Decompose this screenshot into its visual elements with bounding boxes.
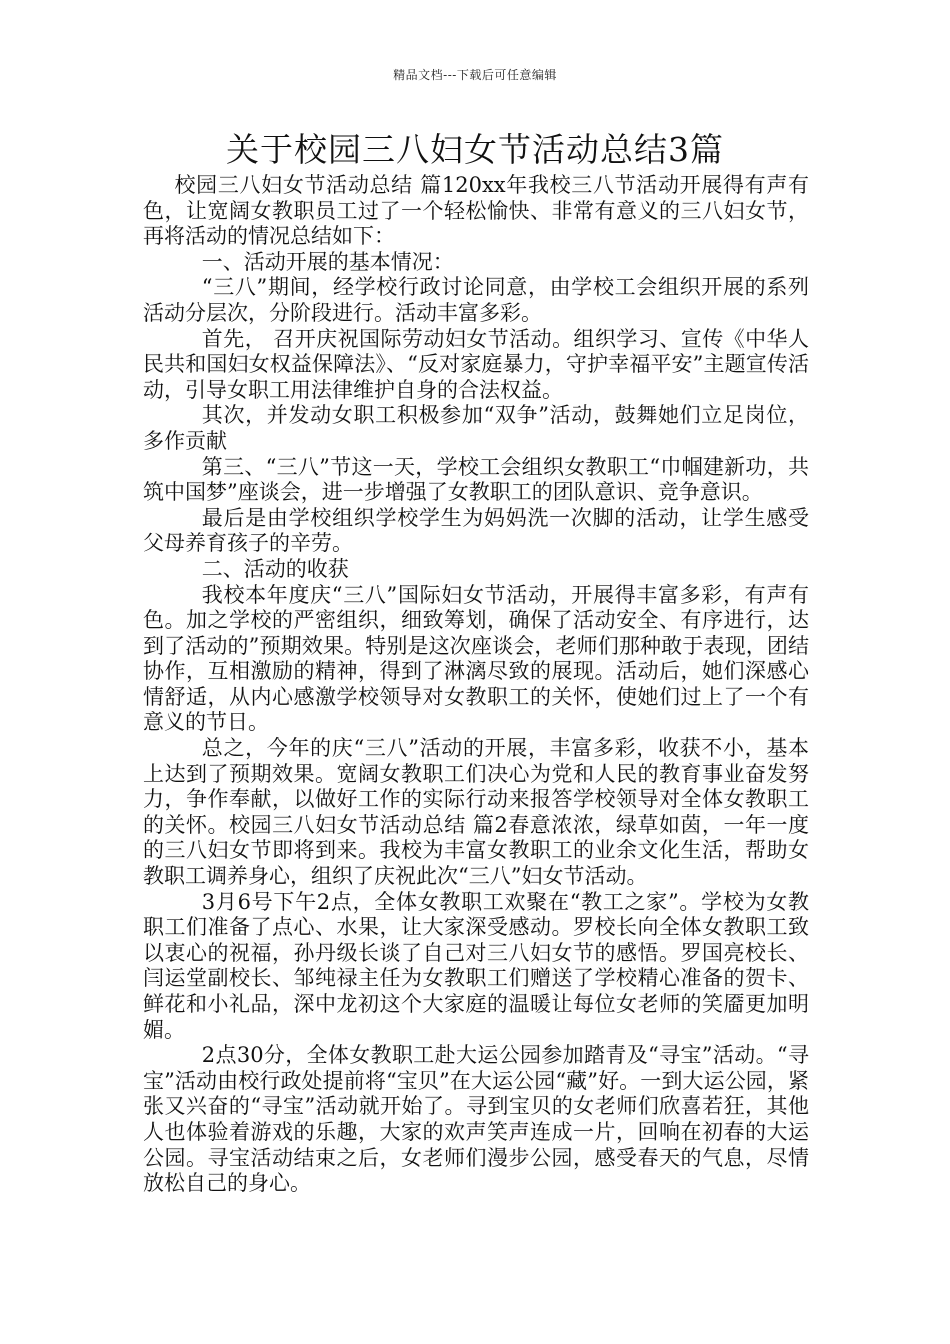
document-body	[143, 173, 809, 1197]
paragraph: 总之，今年的庆“三八”活动的开展，丰富多彩，收获不小，基本上达到了预期效果。宽阔女教职工们决心为党和人民的教育事业奋发努力，争作奉献，以做好工作的实际行动来报答学校领导对全体女教职工的关怀。校园三八妇女节活动总结 篇2春意浓浓，绿草如茵，一年一度的三八妇女节即将到来。我校为丰富女教职工的业余文化生活，帮助女教职工调养身心，组织了庆祝此次“三八”妇女节活动。	[143, 736, 809, 889]
paragraph: “三八”期间，经学校行政讨论同意，由学校工会组织开展的系列活动分层次，分阶段进行。活动丰富多彩。	[143, 275, 809, 325]
paragraph: 2点30分，全体女教职工赴大运公园参加踏青及“寻宝”活动。“寻宝”活动由校行政处提前将“宝贝”在大运公园“藏”好。一到大运公园，紧张又兴奋的“寻宝”活动就开始了。寻到宝贝的女老师们欣喜若狂，其他人也体验着游戏的乐趣，大家的欢声笑声连成一片，回响在初春的大运公园。寻宝活动结束之后，女老师们漫步公园，感受春天的气息，尽情放松自己的身心。	[143, 1043, 809, 1196]
paragraph: 首先， 召开庆祝国际劳动妇女节活动。组织学习、宣传《中华人民共和国妇女权益保障法》、“反对家庭暴力，守护幸福平安”主题宣传活动，引导女职工用法律维护自身的合法权益。	[143, 326, 809, 402]
section-heading-basic-situation: 一、活动开展的基本情况：	[201, 249, 454, 274]
paragraph-intro: 校园三八妇女节活动总结 篇120xx年我校三八节活动开展得有声有色，让宽阔女教职员工过了一个轻松愉快、非常有意义的三八妇女节，再将活动的情况总结如下：	[143, 173, 809, 249]
section-heading-harvest: 二、活动的收获	[201, 556, 349, 581]
paragraph: 我校本年度庆“三八”国际妇女节活动，开展得丰富多彩，有声有色。加之学校的严密组织，细致筹划，确保了活动安全、有序进行，达到了活动的”预期效果。特别是这次座谈会，老师们那种敢于表现，团结协作，互相激励的精神，得到了淋漓尽致的展现。活动后，她们深感心情舒适，从内心感激学校领导对女教职工的关怀，使她们过上了一个有意义的节日。	[143, 582, 809, 735]
document-title: 关于校园三八妇女节活动总结3篇	[226, 130, 724, 169]
paragraph: 第三、“三八”节这一天，学校工会组织女教职工“巾帼建新功，共筑中国梦”座谈会，进一步增强了女教职工的团队意识、竞争意识。	[143, 454, 809, 505]
paragraph: 其次，并发动女职工积极参加“双争”活动，鼓舞她们立足岗位，多作贡献	[143, 403, 809, 453]
page-header-note: 精品文档---下载后可任意编辑	[393, 68, 557, 82]
paragraph: 3月6号下午2点，全体女教职工欢聚在“教工之家”。学校为女教职工们准备了点心、水果，让大家深受感动。罗校长向全体女教职工致以衷心的祝福，孙丹级长谈了自己对三八妇女节的感悟。罗国亮校长、闫运堂副校长、邹纯禄主任为女教职工们赠送了学校精心准备的贺卡、鲜花和小礼品，深中龙初这个大家庭的温暖让每位女老师的笑靥更加明媚。	[143, 889, 809, 1042]
paragraph: 最后是由学校组织学校学生为妈妈洗一次脚的活动，让学生感受父母养育孩子的辛劳。	[143, 505, 809, 556]
